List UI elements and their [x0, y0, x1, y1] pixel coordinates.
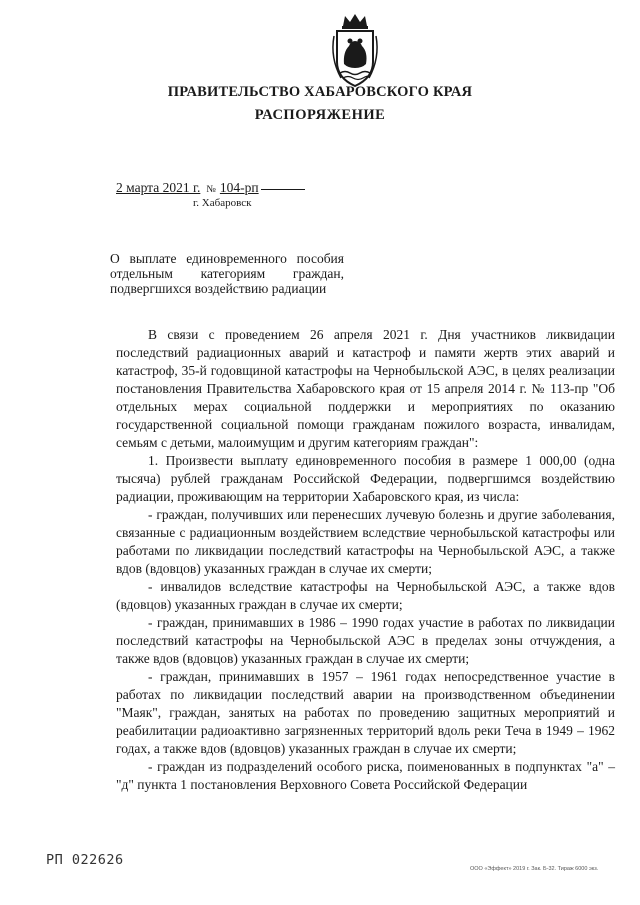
body-paragraph: - граждан, принимавших в 1986 – 1990 годах участие в работах по ликвидации последствий катастрофы на Чернобыльской АЭС в пределах зоны отчуждения, а также вдов (вдовцов) указанных граждан в случае их смерти;: [116, 615, 615, 666]
body-paragraph: - граждан, получивших или перенесших лучевую болезнь и другие заболевания, связанные с радиационным воздействием вследствие чернобыльской катастрофы или работами по ликвидации последствий катастрофы на Чернобыльской АЭС, а также вдов (вдовцов) указанных граждан в случае их смерти;: [116, 507, 615, 576]
document-body: [116, 326, 615, 794]
document-type: РАСПОРЯЖЕНИЕ: [254, 107, 386, 123]
subject-line: подвергшихся воздействию радиации: [110, 281, 327, 296]
document-date: 2 марта 2021 г.: [116, 180, 201, 195]
document-subject: [110, 251, 344, 296]
subject-line: О выплате единовременного пособия: [110, 251, 344, 266]
government-title: ПРАВИТЕЛЬСТВО ХАБАРОВСКОГО КРАЯ: [167, 84, 473, 100]
number-sign: №: [206, 184, 216, 195]
printer-imprint: ООО «Эффект» 2019 г. Зак. Б-32. Тираж 6000 экз.: [470, 866, 599, 872]
underline-tail: [261, 189, 305, 190]
document-number: 104-рп: [219, 180, 259, 195]
body-paragraph: - граждан из подразделений особого риска, поименованных в подпунктах "а" – "д" пункта 1 постановления Верховного Совета Российской Федерации: [116, 759, 615, 792]
document-meta: [116, 180, 305, 196]
form-serial-number: РП 022626: [46, 852, 124, 868]
coat-of-arms-icon: [327, 12, 383, 90]
subject-line: отдельным категориям граждан,: [110, 266, 344, 281]
body-paragraph: 1. Произвести выплату единовременного пособия в размере 1 000,00 (одна тысяча) рублей гражданам Российской Федерации, подвергшимся воздействию радиации, проживающим на территории Хабаровского края, из числа:: [116, 453, 615, 504]
document-city: г. Хабаровск: [193, 197, 252, 209]
body-paragraph: В связи с проведением 26 апреля 2021 г. Дня участников ликвидации последствий радиационных аварий и катастроф и памяти жертв этих аварий и катастроф, 35-й годовщиной катастрофы на Чернобыльской АЭС, в целях реализации постановления Правительства Хабаровского края от 15 апреля 2014 г. № 113-пр "Об отдельных мерах социальной поддержки и мероприятиях по оказанию государственной социальной помощи гражданам пожилого возраста, инвалидам, семьям с детьми, малоимущим и другим категориям граждан":: [116, 327, 615, 450]
body-paragraph: - инвалидов вследствие катастрофы на Чернобыльской АЭС, а также вдов (вдовцов) указанных граждан в случае их смерти;: [116, 579, 615, 612]
body-paragraph: - граждан, принимавших в 1957 – 1961 годах непосредственное участие в работах по ликвидации последствий аварии на производственном объединении "Маяк", граждан, занятых на работах по проведению защитных мероприятий и реабилитации радиоактивно загрязненных территорий вдоль реки Теча в 1949 – 1962 годах, а также вдов (вдовцов) указанных граждан в случае их смерти;: [116, 669, 615, 756]
